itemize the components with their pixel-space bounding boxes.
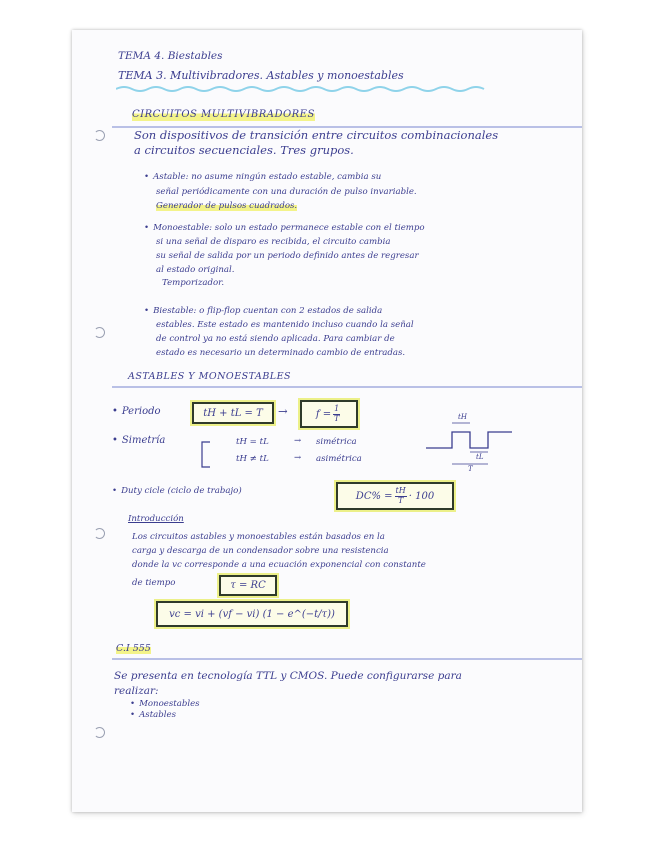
- frequency-formula-box: [300, 400, 358, 428]
- monoestable-line: si una señal de disparo es recibida, el circuito cambia: [156, 237, 391, 247]
- duty-numerator: tH: [395, 486, 406, 496]
- sym-line-2-lhs: tH ≠ tL: [236, 454, 269, 464]
- text-line: Son dispositivos de transición entre circuitos combinacionales: [134, 128, 499, 142]
- tau-box: [219, 575, 277, 596]
- biestable-line: estado es necesario un determinado cambio de entradas.: [156, 348, 406, 358]
- periodo-formula: tH + tL = T: [203, 407, 263, 419]
- header-line-2: TEMA 3. Multivibradores. Astables y monoestables: [118, 69, 404, 82]
- ci555-item: • Astables: [130, 710, 176, 721]
- astable-line: Generador de pulsos cuadrados.: [156, 201, 298, 211]
- ci555-line: Se presenta en tecnología TTL y CMOS. Puede configurarse para: [114, 670, 462, 682]
- simetria-label: • Simetría: [112, 435, 165, 448]
- brace: [198, 440, 212, 470]
- biestable-line: • Biestable: o flip-flop cuentan con 2 estados de salida: [144, 306, 382, 317]
- intro-line: donde la vc corresponde a una ecuación exponencial con constante: [132, 560, 426, 570]
- periodo-label: • Periodo: [112, 406, 161, 419]
- astable-line: señal periódicamente con una duración de pulso invariable.: [156, 187, 417, 197]
- wave-label-tH: tH: [458, 413, 467, 421]
- frequency-lhs: f =: [315, 408, 332, 420]
- frequency-fraction: [333, 405, 340, 423]
- duty-fraction: [395, 487, 407, 505]
- ci555-item: • Monoestables: [130, 699, 200, 710]
- section-band: [112, 386, 582, 388]
- sym-line-1-rhs: simétrica: [316, 437, 357, 447]
- duty-label: • Duty cicle (ciclo de trabajo): [112, 486, 242, 497]
- equation-box: [156, 601, 348, 627]
- arrow: →: [294, 453, 302, 463]
- duty-rhs: · 100: [408, 490, 435, 502]
- sym-line-1-lhs: tH = tL: [236, 437, 269, 447]
- notebook-page: [72, 30, 582, 812]
- arrow: →: [278, 404, 288, 418]
- arrow: →: [294, 436, 302, 446]
- intro-line: carga y descarga de un condensador sobre una resistencia: [132, 546, 389, 556]
- intro-line: de tiempo: [132, 578, 176, 588]
- wave-label-tL: tL: [476, 453, 484, 461]
- monoestable-line: al estado original.: [156, 265, 235, 275]
- section-band: [112, 658, 582, 660]
- ci555-line: realizar:: [114, 685, 159, 697]
- capacitor-equation: vc = vi + (vf − vi) (1 − e^(−t/τ)): [169, 608, 335, 620]
- biestable-line: estables. Este estado es mantenido incluso cuando la señal: [156, 320, 414, 330]
- sym-line-2-rhs: asimétrica: [316, 454, 362, 464]
- duty-lhs: DC% =: [355, 490, 393, 502]
- monoestable-line: • Monoestable: solo un estado permanece estable con el tiempo: [144, 223, 425, 234]
- frequency-denominator: T: [333, 413, 340, 423]
- wave-label-T: T: [468, 465, 473, 473]
- section-title-555: C.I 555: [116, 643, 151, 654]
- tau-formula: τ = RC: [230, 580, 266, 591]
- monoestable-line: su señal de salida por un periodo definido antes de regresar: [156, 251, 419, 261]
- text-line: a circuitos secuenciales. Tres grupos.: [134, 143, 354, 157]
- punch-hole: [94, 727, 105, 738]
- frequency-numerator: 1: [334, 404, 340, 414]
- monoestable-line: Temporizador.: [162, 278, 225, 288]
- punch-hole: [94, 130, 105, 141]
- biestable-line: de control ya no está siendo aplicada. Para cambiar de: [156, 334, 395, 344]
- intro-line: Los circuitos astables y monoestables están basados en la: [132, 532, 385, 542]
- header-line-1: TEMA 4. Biestables: [118, 50, 223, 62]
- duty-denominator: T: [397, 495, 404, 505]
- intro-title: Introducción: [128, 514, 184, 524]
- duty-formula-box: [336, 482, 454, 510]
- punch-hole: [94, 528, 105, 539]
- section-title-astables: ASTABLES Y MONOESTABLES: [128, 371, 292, 382]
- wavy-underline: [116, 85, 486, 93]
- section-title-multivibradores: CIRCUITOS MULTIVIBRADORES: [132, 109, 315, 120]
- punch-hole: [94, 327, 105, 338]
- astable-line: • Astable: no asume ningún estado estable, cambia su: [144, 172, 381, 183]
- periodo-formula-box: [192, 402, 274, 424]
